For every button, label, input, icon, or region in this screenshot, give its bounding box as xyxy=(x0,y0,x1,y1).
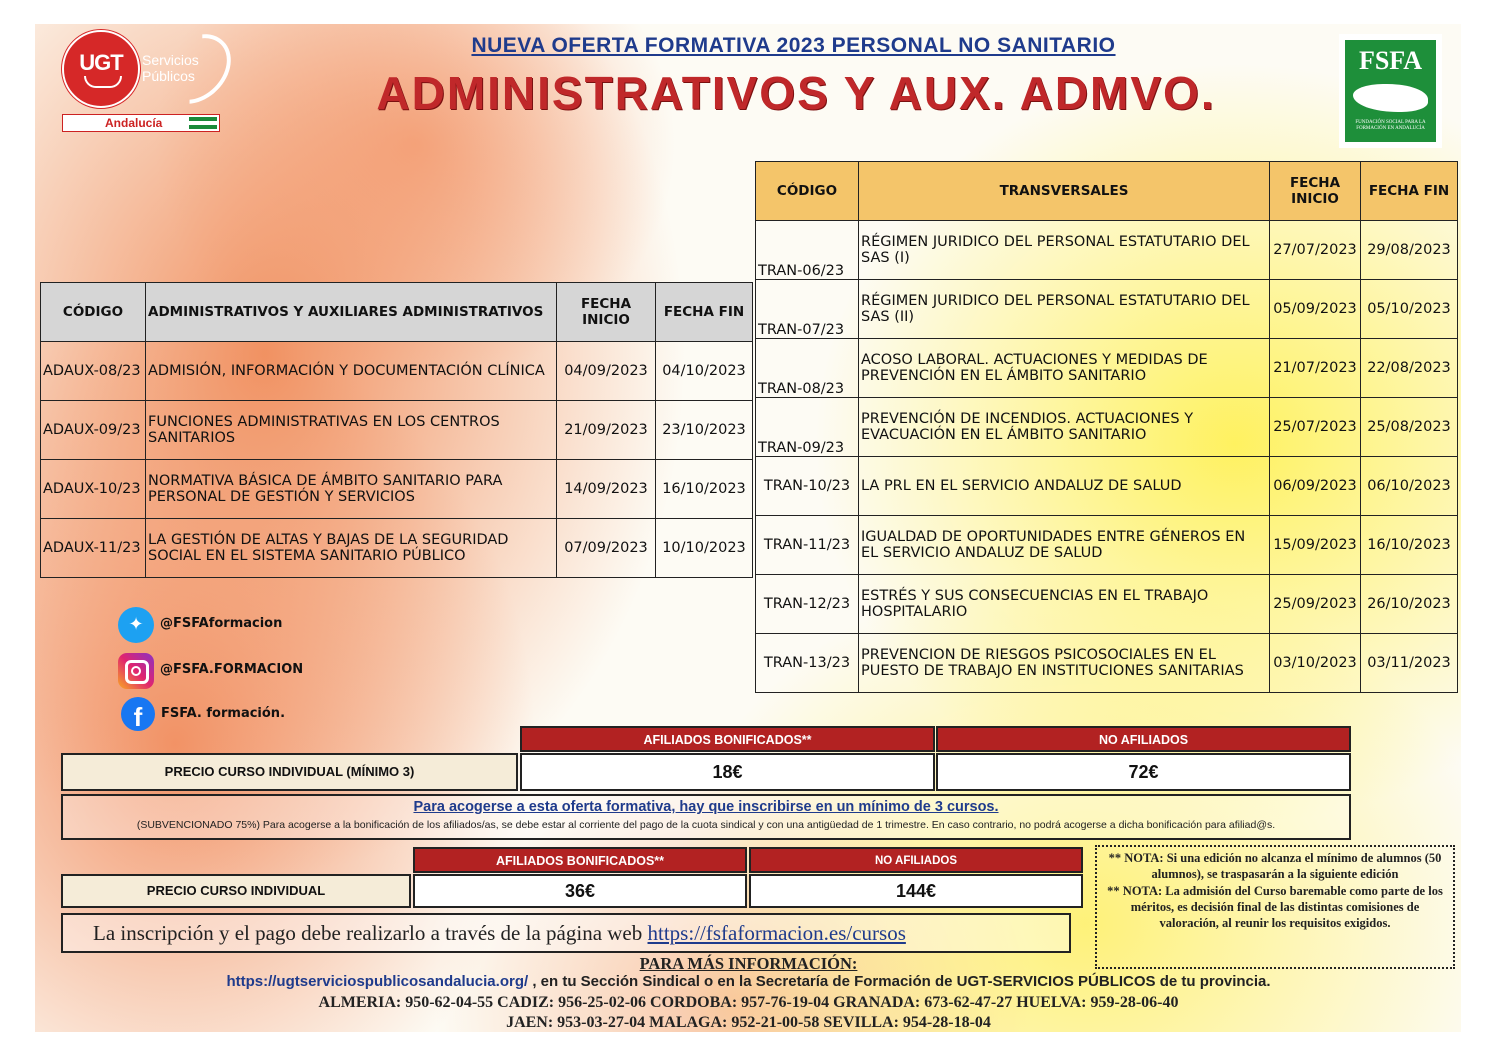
table-row xyxy=(756,634,1458,693)
subsidy-notice: (SUBVENCIONADO 75%) Para acogerse a la bonificación de los afiliados/as, se debe estar al corriente del pago de la cuota sindical y con una antigüedad de 1 trimestre. En caso contrario, no podrá acogerse a dicha bonificación para afiliad@s. xyxy=(136,819,1276,831)
affiliated-price-header-2: AFILIADOS BONIFICADOS** xyxy=(413,847,747,873)
course-code: TRAN-13/23 xyxy=(756,634,859,693)
course-end-date: 16/10/2023 xyxy=(656,460,753,519)
course-end-date: 16/10/2023 xyxy=(1361,516,1458,575)
table-row xyxy=(41,519,753,578)
enrollment-notice xyxy=(61,794,1351,840)
course-start-date: 27/07/2023 xyxy=(1270,221,1361,280)
instagram-icon xyxy=(118,653,154,689)
table-row xyxy=(756,221,1458,280)
table-row xyxy=(41,401,753,460)
notes-box xyxy=(1095,845,1455,969)
column-header-code: CÓDIGO xyxy=(41,283,146,342)
more-info-line xyxy=(0,973,1497,990)
table-row xyxy=(41,460,753,519)
table-row xyxy=(756,339,1458,398)
course-start-date: 21/07/2023 xyxy=(1270,339,1361,398)
facebook-handle: FSFA. formación. xyxy=(161,706,286,721)
column-header-course: ADMINISTRATIVOS Y AUXILIARES ADMINISTRATIVOS xyxy=(146,283,557,342)
course-end-date: 25/08/2023 xyxy=(1361,398,1458,457)
course-end-date: 22/08/2023 xyxy=(1361,339,1458,398)
course-code: TRAN-07/23 xyxy=(756,280,859,339)
course-end-date: 23/10/2023 xyxy=(656,401,753,460)
registration-text: La inscripción y el pago debe realizarlo a través de la página web xyxy=(93,921,648,945)
course-name: NORMATIVA BÁSICA DE ÁMBITO SANITARIO PARA PERSONAL DE GESTIÓN Y SERVICIOS xyxy=(146,460,557,519)
course-start-date: 03/10/2023 xyxy=(1270,634,1361,693)
course-end-date: 06/10/2023 xyxy=(1361,457,1458,516)
column-header-course: TRANSVERSALES xyxy=(859,162,1270,221)
table-row xyxy=(756,575,1458,634)
affiliated-price-header: AFILIADOS BONIFICADOS** xyxy=(520,726,935,752)
note-admission: ** NOTA: La admisión del Curso baremable como parte de los méritos, es decisión final de las distintas comisiones de valoración, al reunir los requisitos exigidos. xyxy=(1107,883,1443,931)
instagram-handle: @FSFA.FORMACION xyxy=(160,662,304,677)
course-start-date: 21/09/2023 xyxy=(557,401,656,460)
price-label-min3: PRECIO CURSO INDIVIDUAL (MÍNIMO 3) xyxy=(61,753,518,791)
twitter-link[interactable] xyxy=(118,607,338,641)
admin-courses-table xyxy=(40,282,753,578)
minimum-courses-notice: Para acogerse a esta oferta formativa, hay que inscribirse en un mínimo de 3 cursos. xyxy=(413,799,999,815)
fsfa-logo-text: FSFA xyxy=(1358,46,1423,75)
ugt-website-link[interactable]: https://ugtserviciospublicosandalucia.org/ xyxy=(226,973,529,990)
course-code: ADAUX-09/23 xyxy=(41,401,146,460)
course-start-date: 15/09/2023 xyxy=(1270,516,1361,575)
ugt-services-label: Servicios Públicos xyxy=(142,52,199,84)
table-row xyxy=(41,342,753,401)
table-row xyxy=(756,457,1458,516)
course-code: TRAN-08/23 xyxy=(756,339,859,398)
ugt-region-label: Andalucía xyxy=(105,116,163,130)
transversal-courses-table xyxy=(755,161,1458,693)
table-header-row xyxy=(756,162,1458,221)
facebook-icon: f xyxy=(121,697,155,731)
course-start-date: 25/07/2023 xyxy=(1270,398,1361,457)
course-code: TRAN-11/23 xyxy=(756,516,859,575)
course-name: ESTRÉS Y SUS CONSECUENCIAS EN EL TRABAJO HOSPITALARIO xyxy=(859,575,1270,634)
registration-link[interactable]: https://fsfaformacion.es/cursos xyxy=(647,921,906,945)
table-row xyxy=(756,398,1458,457)
price-label-individual: PRECIO CURSO INDIVIDUAL xyxy=(61,874,411,908)
ugt-logo-text: UGT xyxy=(79,50,123,75)
course-code: TRAN-10/23 xyxy=(756,457,859,516)
twitter-icon: ✦ xyxy=(118,607,154,643)
column-header-code: CÓDIGO xyxy=(756,162,859,221)
table-row xyxy=(756,280,1458,339)
course-end-date: 29/08/2023 xyxy=(1361,221,1458,280)
column-header-end: FECHA FIN xyxy=(656,283,753,342)
course-end-date: 05/10/2023 xyxy=(1361,280,1458,339)
course-code: TRAN-09/23 xyxy=(756,398,859,457)
more-info-title: PARA MÁS INFORMACIÓN: xyxy=(639,954,858,973)
course-start-date: 14/09/2023 xyxy=(557,460,656,519)
course-end-date: 04/10/2023 xyxy=(656,342,753,401)
column-header-end: FECHA FIN xyxy=(1361,162,1458,221)
page-subtitle: NUEVA OFERTA FORMATIVA 2023 PERSONAL NO SANITARIO xyxy=(471,34,1116,57)
fsfa-logo-subtitle: FUNDACIÓN SOCIAL PARA LA FORMACIÓN EN ANDALUCÍA xyxy=(1355,120,1426,131)
column-header-start: FECHA INICIO xyxy=(557,283,656,342)
affiliated-price-value-2: 36€ xyxy=(413,874,747,908)
course-name: PREVENCIÓN DE INCENDIOS. ACTUACIONES Y EVACUACIÓN EN EL ÁMBITO SANITARIO xyxy=(859,398,1270,457)
course-code: ADAUX-08/23 xyxy=(41,342,146,401)
non-affiliated-price-value-2: 144€ xyxy=(749,874,1083,908)
facebook-link[interactable] xyxy=(121,697,341,731)
course-start-date: 06/09/2023 xyxy=(1270,457,1361,516)
phone-list-1: ALMERIA: 950-62-04-55 CADIZ: 956-25-02-06 CORDOBA: 957-76-19-04 GRANADA: 673-62-47-27 HUELVA: 959-28-06-40 xyxy=(318,994,1179,1011)
course-name: ACOSO LABORAL. ACTUACIONES Y MEDIDAS DE PREVENCIÓN EN EL ÁMBITO SANITARIO xyxy=(859,339,1270,398)
course-name: ADMISIÓN, INFORMACIÓN Y DOCUMENTACIÓN CLÍNICA xyxy=(146,342,557,401)
course-end-date: 26/10/2023 xyxy=(1361,575,1458,634)
course-end-date: 10/10/2023 xyxy=(656,519,753,578)
non-affiliated-price-header-2: NO AFILIADOS xyxy=(749,847,1083,873)
course-start-date: 05/09/2023 xyxy=(1270,280,1361,339)
course-start-date: 04/09/2023 xyxy=(557,342,656,401)
course-name: LA PRL EN EL SERVICIO ANDALUZ DE SALUD xyxy=(859,457,1270,516)
column-header-start: FECHA INICIO xyxy=(1270,162,1361,221)
more-info-text: , en tu Sección Sindical o en la Secretaría de Formación de UGT-SERVICIOS PÚBLICOS de tu provincia. xyxy=(528,973,1271,990)
course-name: LA GESTIÓN DE ALTAS Y BAJAS DE LA SEGURIDAD SOCIAL EN EL SISTEMA SANITARIO PÚBLICO xyxy=(146,519,557,578)
course-code: ADAUX-11/23 xyxy=(41,519,146,578)
phone-list-2: JAEN: 953-03-27-04 MALAGA: 952-21-00-58 SEVILLA: 954-28-18-04 xyxy=(506,1014,991,1031)
course-end-date: 03/11/2023 xyxy=(1361,634,1458,693)
note-minimum-students: ** NOTA: Si una edición no alcanza el mínimo de alumnos (50 alumnos), se traspasarán a la siguiente edición xyxy=(1108,851,1442,882)
course-name: RÉGIMEN JURIDICO DEL PERSONAL ESTATUTARIO DEL SAS (I) xyxy=(859,221,1270,280)
registration-box xyxy=(61,913,1071,953)
course-name: IGUALDAD DE OPORTUNIDADES ENTRE GÉNEROS EN EL SERVICIO ANDALUZ DE SALUD xyxy=(859,516,1270,575)
twitter-handle: @FSFAformacion xyxy=(160,616,283,631)
non-affiliated-price-value: 72€ xyxy=(936,753,1351,791)
instagram-icon-lens xyxy=(131,666,141,676)
instagram-link[interactable] xyxy=(118,653,338,687)
page-title: ADMINISTRATIVOS Y AUX. ADMVO. xyxy=(376,67,1216,119)
course-code: ADAUX-10/23 xyxy=(41,460,146,519)
course-name: PREVENCION DE RIESGOS PSICOSOCIALES EN EL PUESTO DE TRABAJO EN INSTITUCIONES SANITARIAS xyxy=(859,634,1270,693)
course-start-date: 07/09/2023 xyxy=(557,519,656,578)
course-code: TRAN-12/23 xyxy=(756,575,859,634)
table-header-row xyxy=(41,283,753,342)
course-start-date: 25/09/2023 xyxy=(1270,575,1361,634)
course-code: TRAN-06/23 xyxy=(756,221,859,280)
table-row xyxy=(756,516,1458,575)
course-name: FUNCIONES ADMINISTRATIVAS EN LOS CENTROS SANITARIOS xyxy=(146,401,557,460)
course-name: RÉGIMEN JURIDICO DEL PERSONAL ESTATUTARIO DEL SAS (II) xyxy=(859,280,1270,339)
non-affiliated-price-header: NO AFILIADOS xyxy=(936,726,1351,752)
affiliated-price-value: 18€ xyxy=(520,753,935,791)
